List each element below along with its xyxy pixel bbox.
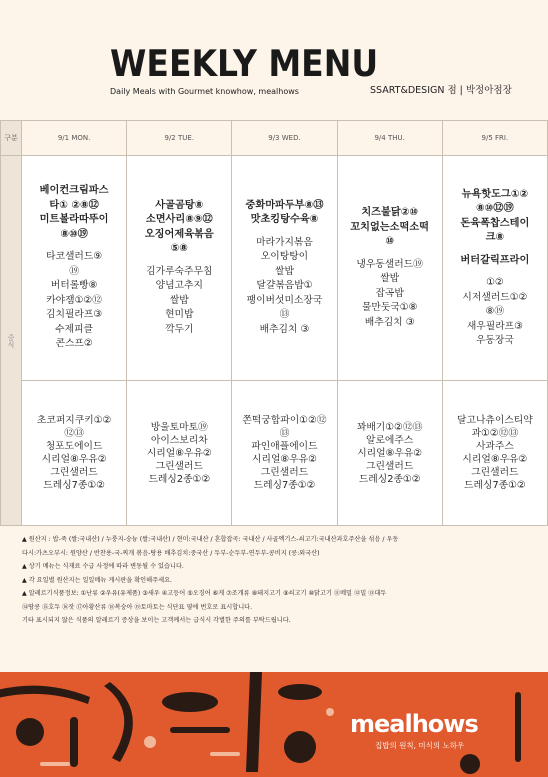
snack-item: 파인애플에이드 [251,441,318,452]
menu-item-main: 버터갈릭프라이 [460,254,530,266]
menu-cell [22,156,127,381]
menu-cell [232,156,337,381]
snack-cell [337,381,442,526]
day-header: 9/1 MON. [22,121,127,156]
menu-item-side: 우동장국 [475,335,514,346]
snack-item: 그린샐러드 [471,467,519,478]
menu-item-main: 오징어제육볶음 [144,228,214,240]
menu-item-side: 쌀밥 [275,265,294,277]
snack-cell [127,381,232,526]
menu-item-main: 소면사리⑧⑨⑫ [145,214,213,226]
snack-item: 꽈배기①②⑫⑬ [356,421,423,433]
menu-item-main: ⑩ [385,236,394,247]
snack-item: 그린샐러드 [365,460,414,472]
menu-item-side: 새우필라프③ [466,320,523,332]
snack-item: 드레싱7종①② [464,480,526,491]
spacer [129,257,229,265]
menu-item-main: 사골곰탕⑧ [155,199,204,211]
menu-item-side: 마라가지볶음 [256,236,313,248]
snack-item: 방울토마토⑲ [150,421,208,433]
snack-item: 알로에주스 [365,434,414,446]
menu-item-main: 꼬치없는소떡소떡 [350,221,430,233]
store-info [370,82,512,96]
menu-item-side: 수제피클 [55,323,94,335]
snack-item: 드레싱7종①② [43,480,105,491]
menu-table [0,120,548,526]
menu-item-side: 타코샐러드⑨ [46,251,103,263]
menu-item-side: 물만둣국①⑧ [361,302,418,313]
snack-item: 시리얼⑧우유② [252,454,317,465]
snack-item: 아이스보리차 [150,434,208,446]
menu-item-side: 김가루숙주무침 [146,265,213,277]
store-code: SSART&DESIGN 점 [370,85,457,96]
snack-item: ⑫⑬ [64,428,84,439]
menu-item-side: 콘스프② [55,338,93,350]
note-line: 다시:가츠오부시: 원양산 / 반찬용-국-찌개 볶음-탕용 배추김치:중국산 / 두부-순두부-연두부-콩비지 (콩:외국산) [22,549,320,557]
menu-item-side: 김치필라프③ [46,309,103,321]
snack-item: 드레싱2종①② [358,473,421,485]
snack-item: 드레싱7종①② [253,480,316,491]
page-subtitle: Daily Meals with Gourmet knowhow, mealhows [110,87,299,96]
day-header-row [1,121,548,156]
note-line: 기타 표시되지 않은 식품의 알레르기 증상을 보이는 고객께서는 급식시 각별한 주의를 부탁드립니다. [22,617,291,624]
snack-cell [442,381,547,526]
snack-item: 과①②⑫⑬ [471,428,519,439]
snack-item: 그린샐러드 [50,467,98,478]
day-header: 9/3 WED. [232,121,337,156]
spacer [24,242,124,250]
menu-item-side: ①② [486,277,504,288]
page-title: WEEKLY MENU [110,42,379,85]
menu-item-side: 쌀밥 [380,273,400,284]
menu-item-side: 깍두기 [165,323,194,335]
note-line: ▲ 각 요일별 원산지는 일일메뉴 게시판을 확인해주세요. [22,576,173,584]
snack-item: 시리얼⑧우유② [462,454,528,465]
snack-cell [232,381,337,526]
snack-item: 초코퍼지쿠키①② [36,415,112,426]
menu-item-side: 달걀볶음밥① [256,280,313,292]
note-line: ▲ 상기 메뉴는 식재료 수급 사정에 따라 변동될 수 있습니다. [22,563,184,570]
snack-item: 드레싱2종①② [148,473,211,485]
menu-item-side: 쌀밥 [169,294,189,306]
brand-tagline: 집밥의 원칙, 미식의 노하우 [375,741,465,750]
note-line: ⑭땅콩 ⑮호두 ⑯잣 ⑰아황산류 ⑱복숭아 ⑲토마토는 식단표 옆에 번호로 표시합니다. [22,603,253,611]
day-header: 9/5 FRI. [442,121,547,156]
menu-item-side: 냉우동샐러드⑲ [356,258,423,270]
snack-item: ⑬ [279,428,290,439]
menu-item-main: ⑧⑩⑫⑲ [476,203,514,214]
spacer [234,228,334,236]
menu-item-side: ⑧⑲ [485,306,505,317]
footer-banner [0,672,548,777]
menu-item-main [445,246,545,254]
menu-item-side: 배추김치 ③ [364,316,415,328]
menu-item-side: 잡곡밥 [375,287,404,299]
menu-item-side: 현미밥 [165,309,194,321]
snack-item: 달고나츄이스티약 [457,415,533,426]
lunch-row [1,156,548,381]
side-header: 구분 [1,121,22,156]
note-line: ▲ 원산지 : 밥-죽 (쌀:국내산) / 누룽지-숭늉 (쌀:국내산) / 현미:국내산 / 혼합잡곡: 국내산 / 사골엑기스-쇠고기:국내산과호주산을 섞음 / 우동 [22,536,399,543]
menu-item-side: 시저샐러드①② [462,291,528,303]
menu-item-main: 맛초킹탕수육⑧ [250,214,319,226]
day-header: 9/4 THU. [337,121,442,156]
menu-item-side: 카야잼①②⑫ [46,294,102,306]
menu-item-main: 베이컨크림파스 [39,185,109,197]
menu-item-main: 돈육폭찹스테이 [460,217,530,229]
menu-item-main: 뉴욕핫도그①② [461,188,529,200]
menu-cell [442,156,547,381]
menu-item-main: ⑧⑩⑲ [60,228,88,240]
menu-item-main: 중화마파두부⑧⑬ [245,199,324,211]
menu-item-main: 타① ②⑧⑫ [49,199,99,211]
menu-item-side: 버터롤빵⑧ [50,280,98,292]
snack-item: 시리얼⑧우유② [41,454,107,465]
note-line: ▲ 알레르기식품정보: ①난류 ②우유(유제품) ③새우 ④고등어 ⑤오징어 ⑥게 ⑦조개류 ⑧돼지고기 ⑨쇠고기 ⑩닭고기 ⑪메밀 ⑫밀 ⑬대두 [22,590,387,597]
menu-cell [337,156,442,381]
menu-item-main: ⑤⑧ [170,243,188,255]
menu-item-side: 배추김치 ③ [259,323,310,335]
menu-item-main: 크⑧ [485,232,505,243]
menu-item-main: 미트볼라따뚜이 [39,214,109,226]
menu-item-side: 오이탕탕이 [260,251,309,263]
snack-cell [22,381,127,526]
snack-item: 쫀떡궁합파이①②⑫ [242,415,327,426]
notes-section [22,533,532,628]
side-label-lunch: 중식 [1,156,22,526]
manager-name: 박정아점장 [465,85,512,96]
snack-item: 사과주스 [475,441,514,452]
spacer [340,250,440,258]
snack-item: 청포도에이드 [45,441,103,452]
menu-cell [127,156,232,381]
menu-item-side: 양념고추지 [155,280,203,292]
separator: | [459,85,463,96]
menu-item-side: ⑲ [69,265,79,277]
snack-item: 그린샐러드 [155,460,203,472]
spacer [445,268,545,276]
menu-item-side: 팽이버섯미소장국 [246,294,323,306]
day-header: 9/2 TUE. [127,121,232,156]
menu-item-side: ⑬ [279,309,290,321]
snack-item: 그린샐러드 [260,467,309,478]
snack-row [1,381,548,526]
brand-logo: mealhows [350,710,478,738]
menu-item-main: 치즈불닭②⑩ [361,207,418,218]
snack-item: 시리얼⑧우유② [146,447,212,459]
snack-item: 시리얼⑧우유② [357,447,423,459]
